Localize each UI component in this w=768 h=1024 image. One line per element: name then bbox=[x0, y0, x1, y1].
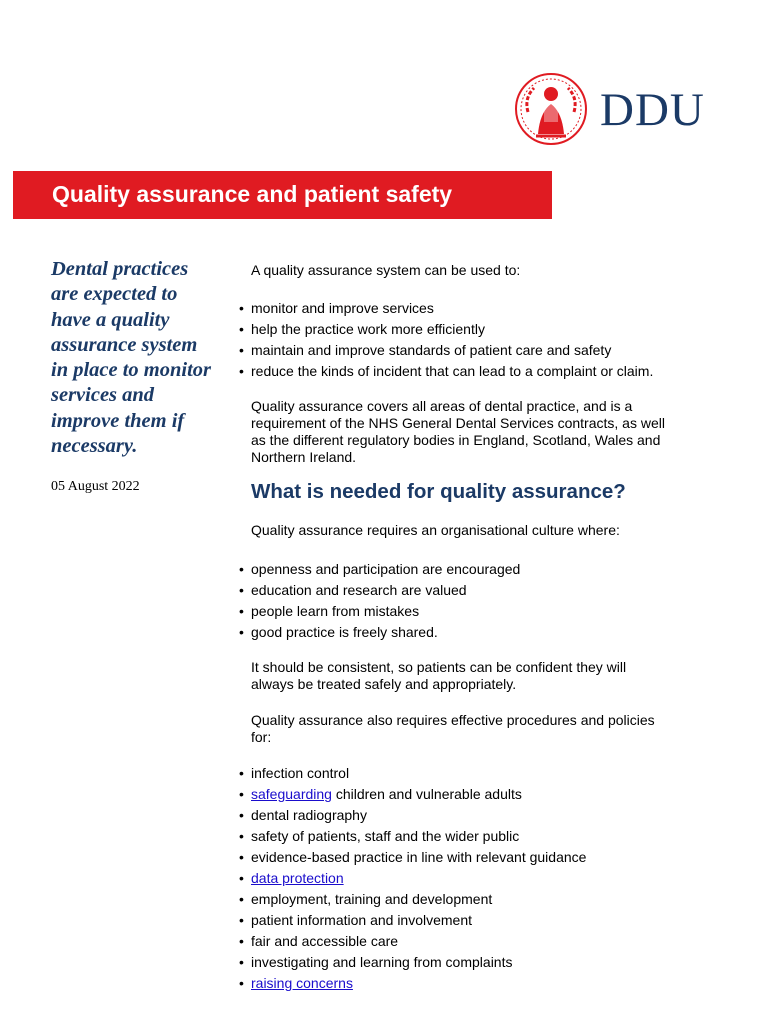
paragraph-line: It should be consistent, so patients can be confident they will bbox=[251, 659, 627, 675]
data-protection-link[interactable]: data protection bbox=[251, 870, 344, 886]
procedures-lead bbox=[251, 712, 721, 746]
list-item bbox=[251, 891, 721, 912]
paragraph-line: requirement of the NHS General Dental Services contracts, as well bbox=[251, 415, 665, 431]
list-item-text: fair and accessible care bbox=[251, 933, 399, 949]
title-banner bbox=[13, 171, 552, 219]
raising-concerns-link[interactable]: raising concerns bbox=[251, 975, 353, 991]
page-title: Quality assurance and patient safety bbox=[52, 181, 453, 207]
paragraph-line: Northern Ireland. bbox=[251, 449, 357, 465]
list-item bbox=[251, 849, 721, 870]
list-item bbox=[251, 807, 721, 828]
culture-lead: Quality assurance requires an organisational culture where: bbox=[251, 522, 620, 538]
list-item bbox=[251, 933, 721, 954]
intro-line: Dental practices bbox=[51, 258, 189, 280]
logo-wordmark: DDU bbox=[600, 84, 705, 136]
uses-list bbox=[251, 300, 721, 384]
list-item bbox=[251, 912, 721, 933]
list-item: • maintain and improve standards of patient care and safety bbox=[251, 342, 721, 363]
list-item-text: patient information and involvement bbox=[251, 912, 473, 928]
list-item bbox=[251, 975, 721, 996]
list-item-text: employment, training and development bbox=[251, 891, 493, 907]
coverage-paragraph bbox=[251, 398, 721, 466]
ddu-logo bbox=[514, 70, 714, 146]
list-item: • education and research are valued bbox=[251, 582, 721, 603]
consistency-paragraph bbox=[251, 659, 721, 693]
list-item-text: safety of patients, staff and the wider public bbox=[251, 828, 520, 844]
intro-line: improve them if bbox=[51, 409, 185, 432]
list-item-text: dental radiography bbox=[251, 807, 367, 823]
section-heading: What is needed for quality assurance? bbox=[251, 480, 626, 503]
intro-line: assurance system bbox=[51, 333, 198, 356]
paragraph-line: Quality assurance also requires effective procedures and policies bbox=[251, 712, 655, 728]
list-item: • reduce the kinds of incident that can lead to a complaint or claim. bbox=[251, 363, 721, 384]
list-item: • openness and participation are encouraged bbox=[251, 561, 721, 582]
list-item-text: infection control bbox=[251, 765, 350, 781]
intro-line: have a quality bbox=[51, 308, 170, 331]
intro-summary bbox=[51, 257, 241, 459]
paragraph-line: for: bbox=[251, 729, 272, 745]
intro-line: services and bbox=[51, 384, 155, 407]
intro-line: in place to monitor bbox=[51, 359, 212, 382]
list-item-text: children and vulnerable adults bbox=[331, 786, 522, 802]
list-item: • monitor and improve services bbox=[251, 300, 721, 321]
list-item bbox=[251, 786, 721, 807]
list-item-text: evidence-based practice in line with relevant guidance bbox=[251, 849, 587, 865]
intro-line: necessary. bbox=[51, 435, 138, 458]
uses-lead: A quality assurance system can be used to: bbox=[251, 262, 521, 278]
list-item: • people learn from mistakes bbox=[251, 603, 721, 624]
safeguarding-link[interactable]: safeguarding bbox=[251, 786, 332, 802]
list-item: • good practice is freely shared. bbox=[251, 624, 721, 645]
ddu-emblem-icon bbox=[514, 72, 588, 146]
list-item bbox=[251, 954, 721, 975]
culture-list bbox=[251, 561, 721, 645]
list-item bbox=[251, 828, 721, 849]
list-item bbox=[251, 870, 721, 891]
intro-line: are expected to bbox=[51, 283, 178, 306]
paragraph-line: always be treated safely and appropriately. bbox=[251, 676, 517, 692]
list-item: • help the practice work more efficiently bbox=[251, 321, 721, 342]
list-item bbox=[251, 765, 721, 786]
publish-date: 05 August 2022 bbox=[51, 479, 140, 494]
paragraph-line: as the different regulatory bodies in England, Scotland, Wales and bbox=[251, 432, 661, 448]
procedures-list bbox=[251, 765, 721, 996]
paragraph-line: Quality assurance covers all areas of dental practice, and is a bbox=[251, 398, 633, 414]
main-content bbox=[251, 262, 721, 996]
list-item-text: investigating and learning from complaints bbox=[251, 954, 513, 970]
